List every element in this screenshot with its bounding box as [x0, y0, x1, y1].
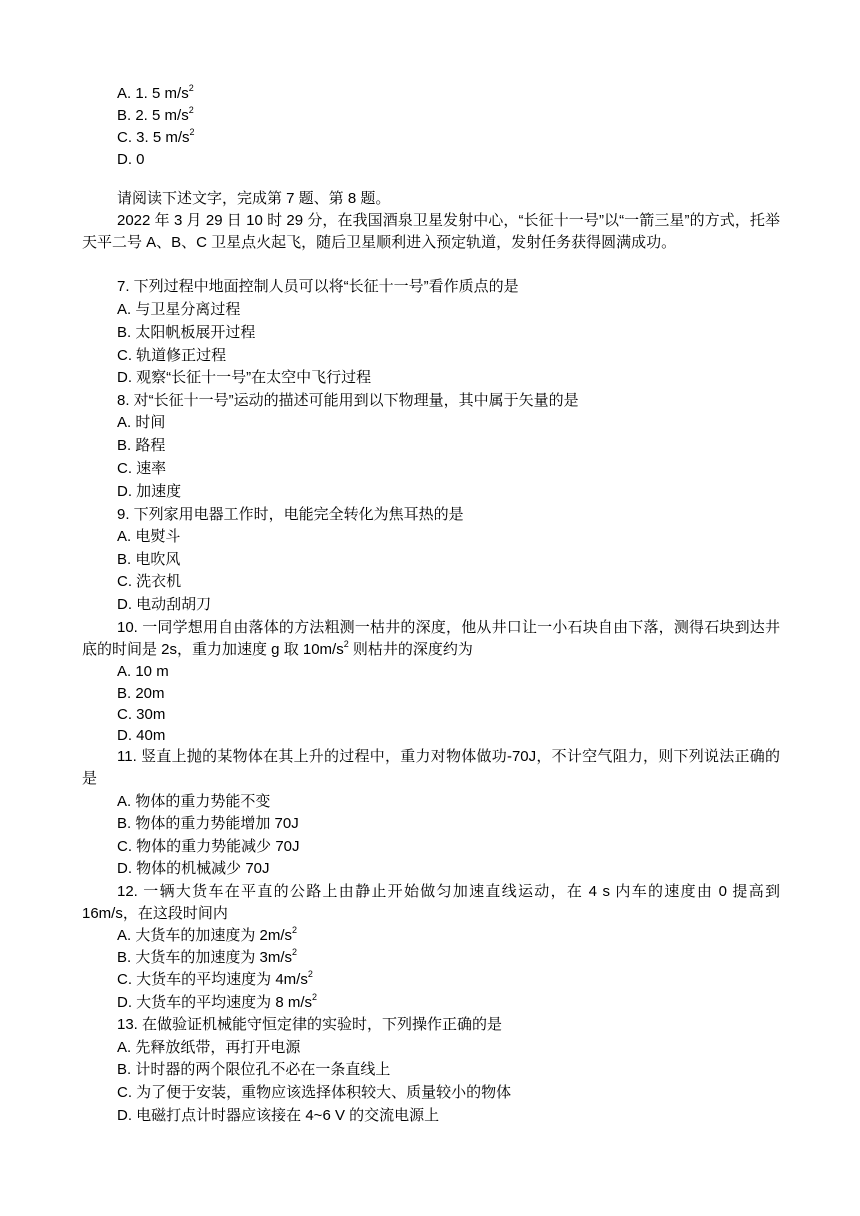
q12-option-b: B. 大货车的加速度为 $3m/s^2$: [117, 947, 298, 966]
q10-option-c: C. 30m: [117, 706, 166, 723]
q8-option-a: A. 时间: [117, 414, 166, 431]
q7-option-a: A. 与卫星分离过程: [117, 301, 241, 318]
q11-option-b: B. 物体的重力势能增加 70J: [117, 815, 299, 832]
q12-option-a: A. 大货车的加速度为 $2m/s^2$: [117, 925, 298, 944]
q8-option-b: B. 路程: [117, 437, 166, 454]
q10-option-d: D. 40m: [117, 727, 166, 744]
q12-stem: 12. 一辆大货车在平直的公路上由静止开始做匀加速直线运动，在 4 s 内车的速度由 0 提高到 16m/s，在这段时间内: [82, 883, 780, 922]
q13-option-b: B. 计时器的两个限位孔不必在一条直线上: [117, 1061, 391, 1078]
q13-stem: 13. 在做验证机械能守恒定律的实验时，下列操作正确的是: [117, 1016, 503, 1033]
q7-option-c: C. 轨道修正过程: [117, 347, 227, 364]
q8-stem: 8. 对“长征十一号”运动的描述可能用到以下物理量，其中属于矢量的是: [117, 392, 579, 409]
q11-option-a: A. 物体的重力势能不变: [117, 793, 271, 810]
q9-option-b: B. 电吹风: [117, 551, 181, 568]
q9-option-c: C. 洗衣机: [117, 573, 182, 590]
q8-option-c: C. 速率: [117, 460, 167, 477]
q8-option-d: D. 加速度: [117, 483, 182, 500]
passage-intro: 请阅读下述文字，完成第 7 题、第 8 题。: [117, 190, 391, 207]
q9-option-d: D. 电动刮胡刀: [117, 596, 212, 613]
q13-option-a: A. 先释放纸带，再打开电源: [117, 1039, 301, 1056]
q7-option-d: D. 观察“长征十一号”在太空中飞行过程: [117, 369, 372, 386]
q10-option-a: A. 10 m: [117, 663, 169, 680]
q6-option-d: D. 0: [117, 151, 145, 168]
q7-option-b: B. 太阳帆板展开过程: [117, 324, 256, 341]
q11-option-c: C. 物体的重力势能减少 70J: [117, 838, 300, 855]
q6-option-a: A. 1. 5 $m/s^2$: [117, 83, 194, 102]
q11-stem: 11. 竖直上抛的某物体在其上升的过程中，重力对物体做功-70J，不计空气阻力，则下列说法正确的是: [82, 748, 780, 787]
q9-stem: 9. 下列家用电器工作时，电能完全转化为焦耳热的是: [117, 506, 464, 523]
q12-option-c: C. 大货车的平均速度为 $4m/s^2$: [117, 969, 313, 988]
q6-option-b: B. 2. 5 $m/s^2$: [117, 105, 194, 124]
q13-option-c: C. 为了便于安装，重物应该选择体积较大、质量较小的物体: [117, 1084, 512, 1101]
q7-stem: 7. 下列过程中地面控制人员可以将“长征十一号”看作质点的是: [117, 278, 519, 295]
q6-option-c: C. 3. 5 $m/s^2$: [117, 127, 195, 146]
q11-option-d: D. 物体的机械减少 70J: [117, 860, 270, 877]
q13-option-d: D. 电磁打点计时器应该接在 4~6 V 的交流电源上: [117, 1107, 440, 1124]
q9-option-a: A. 电熨斗: [117, 528, 181, 545]
q12-option-d: D. 大货车的平均速度为 8 $m/s^2$: [117, 992, 318, 1011]
q10-option-b: B. 20m: [117, 685, 165, 702]
passage-text: 2022 年 3 月 29 日 10 时 29 分，在我国酒泉卫星发射中心，“长征十一号”以“一箭三星”的方式，托举天平二号 A、B、C 卫星点火起飞，随后卫星顺利进入预定轨道，发射任务获得圆满成功。: [82, 212, 780, 251]
q10-stem: 10. 一同学想用自由落体的方法粗测一枯井的深度，他从井口让一小石块自由下落，测得石块到达井底的时间是 2s，重力加速度 g 取 $10m/s^2$ 则枯井的深度约为: [82, 619, 780, 658]
